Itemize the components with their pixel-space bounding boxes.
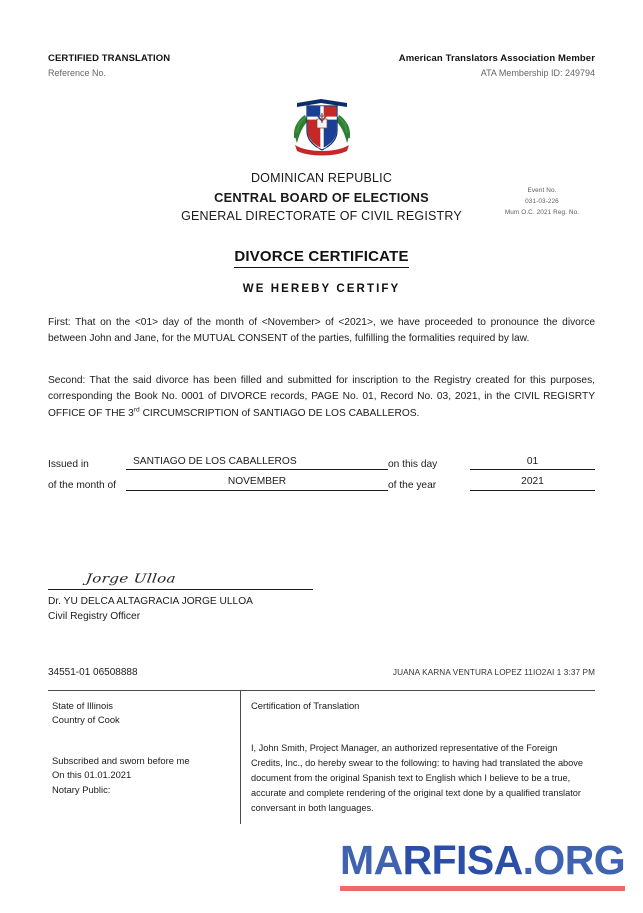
year-value[interactable]: 2021 (470, 476, 595, 491)
certification-cell (241, 691, 595, 824)
ordinal-suffix: rd (133, 406, 140, 414)
issued-in-value[interactable]: SANTIAGO DE LOS CABALLEROS (126, 456, 388, 471)
emblem-container (48, 93, 595, 159)
organization-titles (48, 169, 595, 226)
paragraph-second-a: Second: That the said divorce has been filled and submitted for inscription to the Registry created for this purposes, corresponding the Book No. 0001 of DIVORCE records, PAGE No. 01, Record No. 03, 2021, in the CIVIL REGISRTY OFFICE OF THE 3 (48, 375, 595, 419)
notary-certification-table (48, 690, 595, 824)
footer-codes (48, 667, 595, 678)
field-month (48, 476, 388, 491)
certify-subtitle: WE HEREBY CERTIFY (242, 283, 401, 296)
event-number-value: 031-03-226 (525, 197, 559, 205)
issued-in-label: Issued in (48, 459, 89, 471)
issued-fields-left (48, 456, 388, 498)
country-name: DOMINICAN REPUBLIC (250, 170, 393, 185)
notary-cell (48, 691, 241, 824)
paragraph-first: First: That on the <01> day of the month of <November> of <2021>, we have proceeded to pronounce the divorce between John and Jane, for the MUTUAL CONSENT of the parties, fulfilling the formalities required by law. (48, 317, 595, 345)
issued-fields-right (388, 456, 595, 498)
watermark (340, 837, 625, 891)
year-label: of the year (388, 480, 437, 492)
day-label: on this day (388, 459, 438, 471)
document-content (48, 52, 595, 824)
watermark-part-1: MA (340, 837, 403, 883)
coat-of-arms-icon (285, 93, 359, 159)
issued-fields (48, 456, 595, 498)
event-registration-note: Mum O.C. 2021 Reg. No. (504, 209, 580, 217)
watermark-underline-bar (340, 886, 625, 891)
watermark-text (340, 837, 625, 883)
ata-membership-id: ATA Membership ID: 249794 (480, 68, 595, 79)
header-left (48, 52, 170, 81)
notary-date: On this 01.01.2021 (52, 769, 132, 781)
signer-role: Civil Registry Officer (48, 611, 141, 623)
notary-county: Country of Cook (52, 714, 120, 726)
field-year (388, 476, 595, 491)
event-number-block (483, 185, 601, 219)
certification-body: I, John Smith, Project Manager, an authorized representative of the Foreign Credits, Inc., do hereby swear to the following: to having had translated the above document from the original Spanish text to English which I believe to be a true, accurate and complete rendering of the original text done by a qualified translator conversant in both languages. (251, 743, 583, 813)
signature-line (48, 559, 313, 590)
event-number-label: Event No. (527, 186, 557, 194)
handwritten-signature: Jorge Ulloa (85, 571, 177, 587)
paragraph-second (48, 373, 595, 421)
watermark-part-3: .ORG (522, 837, 625, 883)
notary-state: State of Illinois (52, 699, 113, 711)
watermark-part-2: RFISA (402, 837, 523, 883)
day-value[interactable]: 01 (470, 456, 595, 471)
page-title (48, 248, 595, 265)
month-label: of the month of (48, 480, 116, 492)
signature-block (48, 559, 595, 625)
signer-name: Dr. YU DELCA ALTAGRACIA JORGE ULLOA (48, 596, 253, 608)
notary-public-label: Notary Public: (52, 784, 111, 796)
document-header (48, 52, 595, 81)
header-right (399, 52, 595, 81)
paragraph-second-b: CIRCUMSCRIPTION of SANTIAGO DE LOS CABALLEROS. (139, 407, 420, 419)
directorate-name: GENERAL DIRECTORATE OF CIVIL REGISTRY (181, 209, 462, 224)
reference-number-label: Reference No. (48, 68, 107, 79)
notary-subscribed: Subscribed and sworn before me (52, 754, 190, 766)
notary-spacer (52, 728, 232, 754)
page-title-text: DIVORCE CERTIFICATE (234, 248, 408, 268)
document-code-left: 34551-01 06508888 (48, 666, 138, 678)
month-value[interactable]: NOVEMBER (126, 476, 388, 491)
document-code-right: JUANA KARNA VENTURA LOPEZ 11IO2AI 1 3:37 PM (392, 667, 595, 677)
field-day (388, 456, 595, 471)
certification-heading: Certification of Translation (251, 699, 360, 711)
certified-translation-title: CERTIFIED TRANSLATION (48, 53, 171, 64)
field-issued-in (48, 456, 388, 471)
ata-member-title: American Translators Association Member (398, 53, 595, 64)
board-name: CENTRAL BOARD OF ELECTIONS (214, 189, 429, 205)
